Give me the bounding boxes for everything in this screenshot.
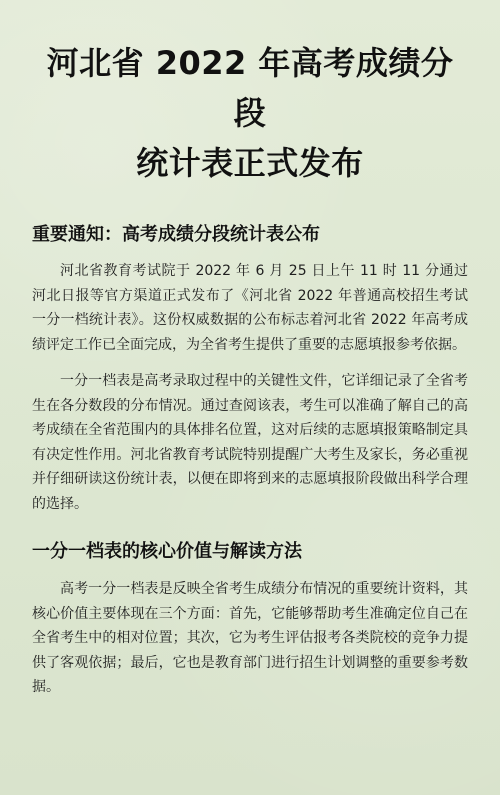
paragraph-core-value: 高考一分一档表是反映全省考生成绩分布情况的重要统计资料，其核心价值主要体现在三个方面：首先，它能够帮助考生准确定位自己在全省考生中的相对位置；其次，它为考生评估报考各类院校的竞争力提供了客观依据；最后，它也是教育部门进行招生计划调整的重要参考数据。 — [32, 581, 468, 695]
document-title-line-2: 统计表正式发布 — [136, 144, 364, 182]
document-title — [32, 38, 468, 188]
section-heading-core-value: 一分一档表的核心价值与解读方法 — [32, 541, 302, 562]
paragraph-release-announcement: 河北省教育考试院于 2022 年 6 月 25 日上午 11 时 11 分通过河北日报等官方渠道正式发布了《河北省 2022 年普通高校招生考试一分一档统计表》。这份权威数据的公布标志着河北省 2022 年高考成绩评定工作已全面完成，为全省考生提供了重要的志愿填报参考依据。 — [32, 263, 468, 353]
paragraph-score-table-importance: 一分一档表是高考录取过程中的关键性文件，它详细记录了全省考生在各分数段的分布情况。通过查阅该表，考生可以准确了解自己的高考成绩在全省范围内的具体排名位置，这对后续的志愿填报策略制定具有决定性作用。河北省教育考试院特别提醒广大考生及家长，务必重视并仔细研读这份统计表，以便在即将到来的志愿填报阶段做出科学合理的选择。 — [32, 373, 468, 512]
document-title-line-1: 河北省 2022 年高考成绩分段 — [46, 44, 454, 132]
section-heading-notice: 重要通知：高考成绩分段统计表公布 — [32, 224, 320, 245]
